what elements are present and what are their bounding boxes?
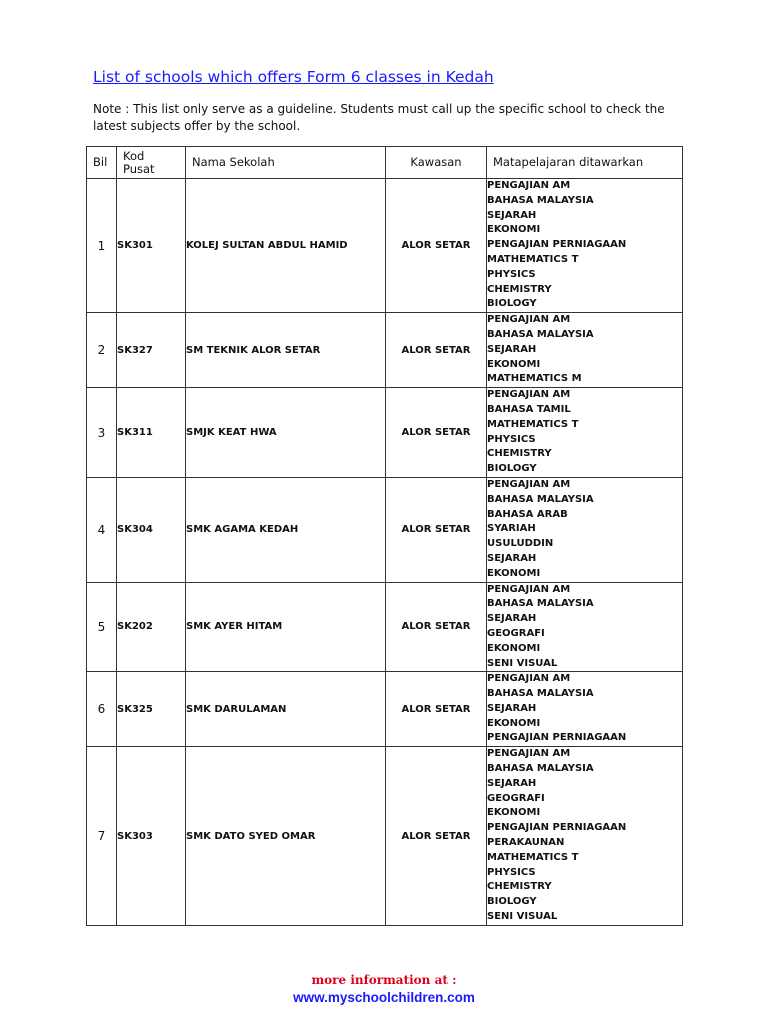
header-bil: Bil: [87, 147, 117, 179]
subject-item: PENGAJIAN AM: [487, 748, 571, 760]
subject-item: PHYSICS: [487, 433, 536, 445]
subject-item: BAHASA MALAYSIA: [487, 493, 594, 505]
subject-item: PENGAJIAN AM: [487, 583, 571, 595]
table-row: [87, 313, 683, 388]
school-area: ALOR SETAR: [386, 313, 487, 388]
center-code: SK202: [117, 582, 186, 672]
subjects-list: [487, 477, 683, 582]
header-matapelajaran: Matapelajaran ditawarkan: [487, 147, 683, 179]
header-kod-line1: Kod: [123, 148, 145, 163]
center-code: SK304: [117, 477, 186, 582]
school-area: ALOR SETAR: [386, 672, 487, 747]
subject-item: PHYSICS: [487, 866, 536, 878]
subject-item: PENGAJIAN PERNIAGAAN: [487, 822, 627, 834]
school-number: 3: [87, 388, 117, 478]
header-kod-pusat: [117, 147, 186, 179]
school-name: KOLEJ SULTAN ABDUL HAMID: [186, 179, 386, 313]
subject-item: SEJARAH: [487, 552, 537, 564]
school-number: 4: [87, 477, 117, 582]
table-row: [87, 388, 683, 478]
subject-item: GEOGRAFI: [487, 627, 545, 639]
subject-item: EKONOMI: [487, 224, 541, 236]
table-header-row: [87, 147, 683, 179]
school-name: SMK AGAMA KEDAH: [186, 477, 386, 582]
table-row: [87, 477, 683, 582]
subject-item: BAHASA MALAYSIA: [487, 194, 594, 206]
subject-item: CHEMISTRY: [487, 283, 552, 295]
school-area: ALOR SETAR: [386, 179, 487, 313]
header-kawasan: Kawasan: [386, 147, 487, 179]
school-name: SMJK KEAT HWA: [186, 388, 386, 478]
subject-item: SEJARAH: [487, 777, 537, 789]
school-name: SMK DATO SYED OMAR: [186, 747, 386, 926]
subject-item: PENGAJIAN AM: [487, 389, 571, 401]
subject-item: SENI VISUAL: [487, 911, 558, 923]
subject-item: BAHASA MALAYSIA: [487, 688, 594, 700]
table-row: [87, 582, 683, 672]
school-name: SMK DARULAMAN: [186, 672, 386, 747]
subject-item: MATHEMATICS T: [487, 253, 579, 265]
subject-item: PENGAJIAN AM: [487, 180, 571, 191]
subject-item: PENGAJIAN PERNIAGAAN: [487, 732, 627, 744]
table-body: [87, 179, 683, 926]
subject-item: PENGAJIAN AM: [487, 314, 571, 326]
guideline-note: Note : This list only serve as a guideline. Students must call up the specific school to check the latest subjects offer by the school.: [93, 102, 665, 133]
subject-item: CHEMISTRY: [487, 881, 552, 893]
subject-item: MATHEMATICS T: [487, 851, 579, 863]
subject-item: EKONOMI: [487, 717, 541, 729]
subjects-list: [487, 747, 683, 926]
subject-item: BAHASA MALAYSIA: [487, 598, 594, 610]
subject-item: BIOLOGY: [487, 896, 537, 908]
header-nama-sekolah: Nama Sekolah: [186, 147, 386, 179]
center-code: SK303: [117, 747, 186, 926]
subject-item: MATHEMATICS T: [487, 418, 579, 430]
subject-item: SEJARAH: [487, 702, 537, 714]
school-number: 5: [87, 582, 117, 672]
subject-item: BAHASA MALAYSIA: [487, 328, 594, 340]
school-number: 1: [87, 179, 117, 313]
school-area: ALOR SETAR: [386, 477, 487, 582]
subject-item: SEJARAH: [487, 343, 537, 355]
subject-item: PERAKAUNAN: [487, 837, 565, 849]
school-area: ALOR SETAR: [386, 582, 487, 672]
subject-item: BIOLOGY: [487, 463, 537, 475]
subject-item: PENGAJIAN AM: [487, 673, 571, 685]
subject-item: BAHASA TAMIL: [487, 403, 571, 415]
table-row: [87, 747, 683, 926]
school-number: 6: [87, 672, 117, 747]
subject-item: BAHASA ARAB: [487, 508, 568, 520]
center-code: SK327: [117, 313, 186, 388]
subject-item: EKONOMI: [487, 807, 541, 819]
subjects-list: [487, 313, 683, 388]
page-title: List of schools which offers Form 6 classes in Kedah: [93, 68, 494, 86]
subject-item: EKONOMI: [487, 642, 541, 654]
subjects-list: [487, 672, 683, 747]
center-code: SK325: [117, 672, 186, 747]
subject-item: BIOLOGY: [487, 298, 537, 310]
subject-item: MATHEMATICS M: [487, 373, 582, 385]
subjects-list: [487, 582, 683, 672]
subject-item: PENGAJIAN PERNIAGAAN: [487, 239, 627, 251]
school-area: ALOR SETAR: [386, 388, 487, 478]
subject-item: USULUDDIN: [487, 538, 554, 550]
schools-table: [86, 146, 683, 926]
subject-item: EKONOMI: [487, 567, 541, 579]
subjects-list: [487, 388, 683, 478]
school-name: SM TEKNIK ALOR SETAR: [186, 313, 386, 388]
school-name: SMK AYER HITAM: [186, 582, 386, 672]
table-row: [87, 672, 683, 747]
center-code: SK311: [117, 388, 186, 478]
subject-item: CHEMISTRY: [487, 448, 552, 460]
subject-item: PENGAJIAN AM: [487, 478, 571, 490]
school-area: ALOR SETAR: [386, 747, 487, 926]
subject-item: SEJARAH: [487, 209, 537, 221]
subject-item: SYARIAH: [487, 523, 536, 535]
subject-item: EKONOMI: [487, 358, 541, 370]
more-info-label: more information at :: [311, 973, 457, 987]
subject-item: PHYSICS: [487, 268, 536, 280]
header-kod-line2: Pusat: [123, 161, 155, 176]
website-link[interactable]: www.myschoolchildren.com: [293, 990, 475, 1005]
subjects-list: [487, 179, 683, 313]
subject-item: SENI VISUAL: [487, 657, 558, 669]
subject-item: BAHASA MALAYSIA: [487, 763, 594, 775]
school-number: 2: [87, 313, 117, 388]
subject-item: GEOGRAFI: [487, 792, 545, 804]
table-row: [87, 179, 683, 313]
school-number: 7: [87, 747, 117, 926]
center-code: SK301: [117, 179, 186, 313]
subject-item: SEJARAH: [487, 613, 537, 625]
